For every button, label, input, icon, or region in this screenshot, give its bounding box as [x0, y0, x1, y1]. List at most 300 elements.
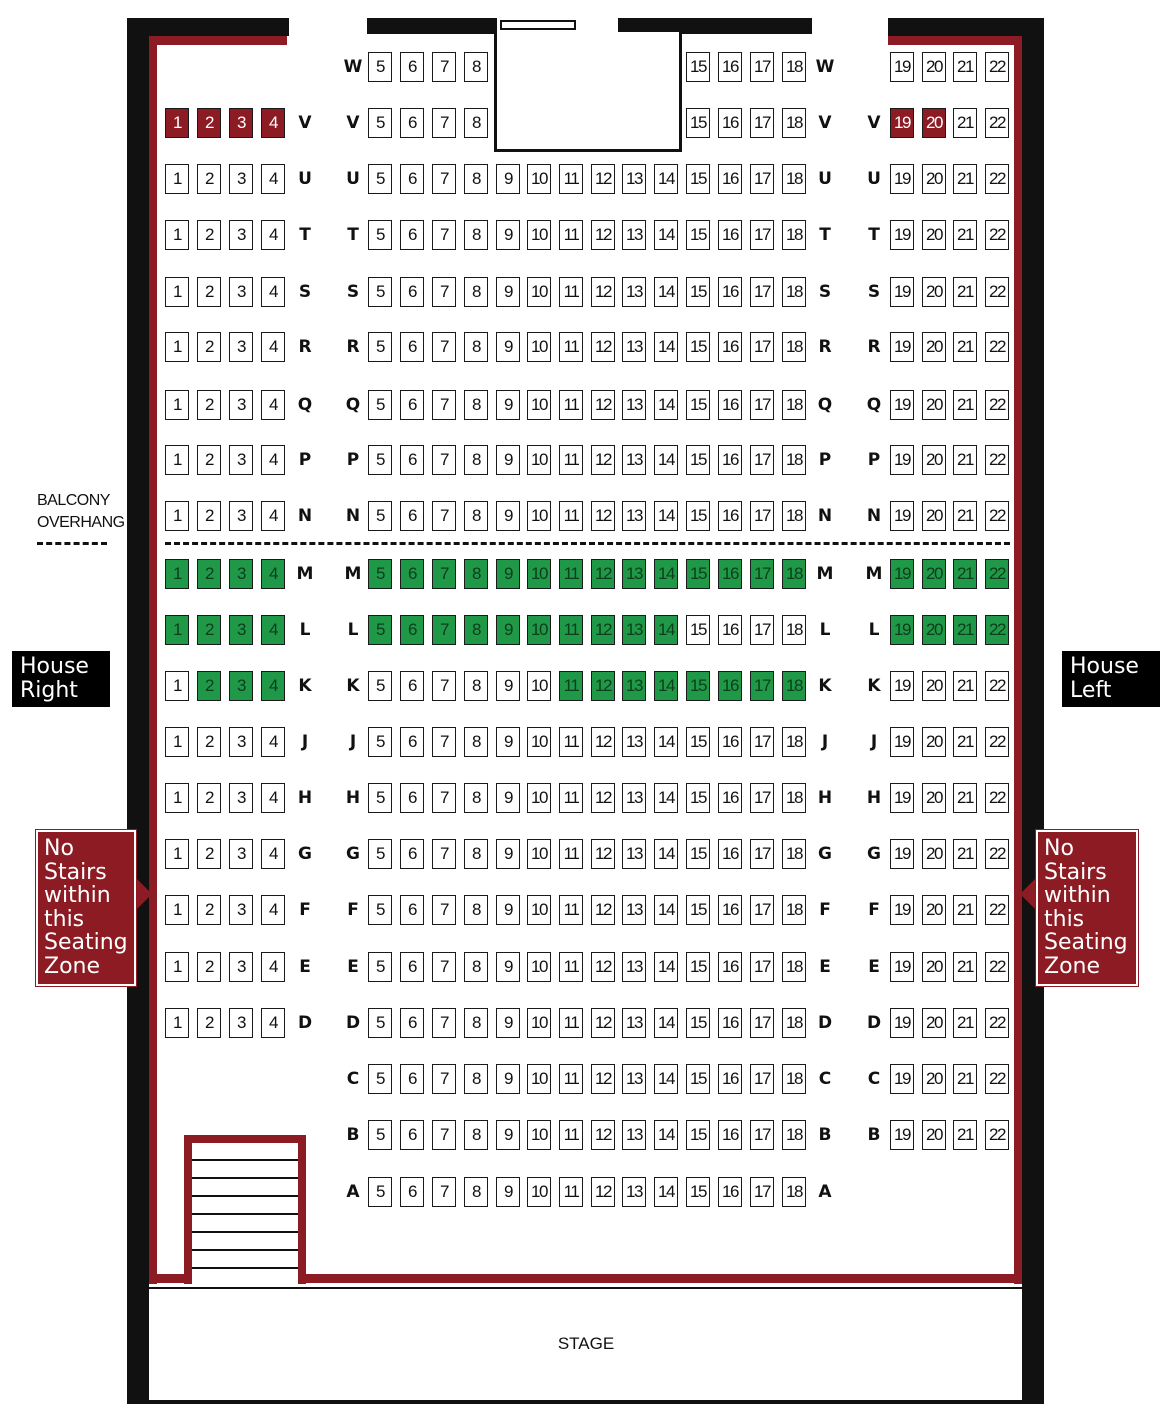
seat-G-2[interactable]: 2 [197, 839, 221, 869]
seat-R-10[interactable]: 10 [527, 332, 551, 362]
seat-U-7[interactable]: 7 [432, 164, 456, 194]
seat-K-9[interactable]: 9 [496, 671, 520, 701]
seat-S-4[interactable]: 4 [261, 277, 285, 307]
seat-N-19[interactable]: 19 [890, 501, 914, 531]
seat-K-3[interactable]: 3 [229, 671, 253, 701]
seat-D-18[interactable]: 18 [782, 1008, 806, 1038]
seat-K-6[interactable]: 6 [400, 671, 424, 701]
seat-K-15[interactable]: 15 [686, 671, 710, 701]
seat-A-15[interactable]: 15 [686, 1177, 710, 1207]
seat-K-19[interactable]: 19 [890, 671, 914, 701]
seat-T-4[interactable]: 4 [261, 220, 285, 250]
seat-A-18[interactable]: 18 [782, 1177, 806, 1207]
seat-N-18[interactable]: 18 [782, 501, 806, 531]
seat-U-5[interactable]: 5 [368, 164, 392, 194]
seat-D-21[interactable]: 21 [953, 1008, 977, 1038]
seat-V-18[interactable]: 18 [782, 108, 806, 138]
seat-P-1[interactable]: 1 [165, 445, 189, 475]
seat-Q-13[interactable]: 13 [622, 390, 646, 420]
seat-Q-5[interactable]: 5 [368, 390, 392, 420]
seat-E-17[interactable]: 17 [750, 952, 774, 982]
seat-N-2[interactable]: 2 [197, 501, 221, 531]
seat-T-20[interactable]: 20 [922, 220, 946, 250]
seat-D-19[interactable]: 19 [890, 1008, 914, 1038]
seat-P-16[interactable]: 16 [718, 445, 742, 475]
seat-D-15[interactable]: 15 [686, 1008, 710, 1038]
seat-V-21[interactable]: 21 [953, 108, 977, 138]
seat-R-20[interactable]: 20 [922, 332, 946, 362]
seat-J-1[interactable]: 1 [165, 727, 189, 757]
seat-P-10[interactable]: 10 [527, 445, 551, 475]
seat-N-3[interactable]: 3 [229, 501, 253, 531]
seat-R-19[interactable]: 19 [890, 332, 914, 362]
seat-T-13[interactable]: 13 [622, 220, 646, 250]
seat-L-10[interactable]: 10 [527, 615, 551, 645]
seat-D-9[interactable]: 9 [496, 1008, 520, 1038]
seat-J-6[interactable]: 6 [400, 727, 424, 757]
seat-A-13[interactable]: 13 [622, 1177, 646, 1207]
seat-Q-15[interactable]: 15 [686, 390, 710, 420]
seat-L-17[interactable]: 17 [750, 615, 774, 645]
seat-W-16[interactable]: 16 [718, 52, 742, 82]
seat-V-22[interactable]: 22 [985, 108, 1009, 138]
seat-U-3[interactable]: 3 [229, 164, 253, 194]
seat-N-11[interactable]: 11 [559, 501, 583, 531]
seat-L-3[interactable]: 3 [229, 615, 253, 645]
seat-E-18[interactable]: 18 [782, 952, 806, 982]
seat-B-18[interactable]: 18 [782, 1120, 806, 1150]
seat-Q-2[interactable]: 2 [197, 390, 221, 420]
seat-L-20[interactable]: 20 [922, 615, 946, 645]
seat-M-1[interactable]: 1 [165, 559, 189, 589]
seat-D-4[interactable]: 4 [261, 1008, 285, 1038]
seat-S-20[interactable]: 20 [922, 277, 946, 307]
seat-M-15[interactable]: 15 [686, 559, 710, 589]
seat-F-20[interactable]: 20 [922, 895, 946, 925]
seat-F-3[interactable]: 3 [229, 895, 253, 925]
seat-T-6[interactable]: 6 [400, 220, 424, 250]
seat-D-10[interactable]: 10 [527, 1008, 551, 1038]
seat-C-15[interactable]: 15 [686, 1064, 710, 1094]
seat-V-6[interactable]: 6 [400, 108, 424, 138]
seat-C-20[interactable]: 20 [922, 1064, 946, 1094]
seat-E-1[interactable]: 1 [165, 952, 189, 982]
seat-P-6[interactable]: 6 [400, 445, 424, 475]
seat-B-11[interactable]: 11 [559, 1120, 583, 1150]
seat-U-12[interactable]: 12 [591, 164, 615, 194]
seat-H-22[interactable]: 22 [985, 783, 1009, 813]
seat-E-20[interactable]: 20 [922, 952, 946, 982]
seat-P-2[interactable]: 2 [197, 445, 221, 475]
seat-P-3[interactable]: 3 [229, 445, 253, 475]
seat-V-8[interactable]: 8 [464, 108, 488, 138]
seat-M-21[interactable]: 21 [953, 559, 977, 589]
seat-M-13[interactable]: 13 [622, 559, 646, 589]
seat-K-2[interactable]: 2 [197, 671, 221, 701]
seat-J-12[interactable]: 12 [591, 727, 615, 757]
seat-F-10[interactable]: 10 [527, 895, 551, 925]
seat-T-5[interactable]: 5 [368, 220, 392, 250]
seat-G-9[interactable]: 9 [496, 839, 520, 869]
seat-S-3[interactable]: 3 [229, 277, 253, 307]
seat-C-12[interactable]: 12 [591, 1064, 615, 1094]
seat-F-11[interactable]: 11 [559, 895, 583, 925]
seat-H-9[interactable]: 9 [496, 783, 520, 813]
seat-Q-8[interactable]: 8 [464, 390, 488, 420]
seat-J-10[interactable]: 10 [527, 727, 551, 757]
seat-V-17[interactable]: 17 [750, 108, 774, 138]
seat-N-22[interactable]: 22 [985, 501, 1009, 531]
seat-J-20[interactable]: 20 [922, 727, 946, 757]
seat-H-5[interactable]: 5 [368, 783, 392, 813]
seat-T-9[interactable]: 9 [496, 220, 520, 250]
seat-B-20[interactable]: 20 [922, 1120, 946, 1150]
seat-L-2[interactable]: 2 [197, 615, 221, 645]
seat-K-18[interactable]: 18 [782, 671, 806, 701]
seat-K-4[interactable]: 4 [261, 671, 285, 701]
seat-N-8[interactable]: 8 [464, 501, 488, 531]
seat-L-5[interactable]: 5 [368, 615, 392, 645]
seat-M-22[interactable]: 22 [985, 559, 1009, 589]
seat-B-5[interactable]: 5 [368, 1120, 392, 1150]
seat-U-17[interactable]: 17 [750, 164, 774, 194]
seat-B-22[interactable]: 22 [985, 1120, 1009, 1150]
seat-E-6[interactable]: 6 [400, 952, 424, 982]
seat-V-3[interactable]: 3 [229, 108, 253, 138]
seat-G-1[interactable]: 1 [165, 839, 189, 869]
seat-Q-4[interactable]: 4 [261, 390, 285, 420]
seat-E-5[interactable]: 5 [368, 952, 392, 982]
seat-P-22[interactable]: 22 [985, 445, 1009, 475]
seat-W-18[interactable]: 18 [782, 52, 806, 82]
seat-L-7[interactable]: 7 [432, 615, 456, 645]
seat-T-11[interactable]: 11 [559, 220, 583, 250]
seat-N-13[interactable]: 13 [622, 501, 646, 531]
seat-K-16[interactable]: 16 [718, 671, 742, 701]
seat-G-4[interactable]: 4 [261, 839, 285, 869]
seat-M-2[interactable]: 2 [197, 559, 221, 589]
seat-M-7[interactable]: 7 [432, 559, 456, 589]
seat-G-13[interactable]: 13 [622, 839, 646, 869]
seat-V-1[interactable]: 1 [165, 108, 189, 138]
seat-T-3[interactable]: 3 [229, 220, 253, 250]
seat-E-19[interactable]: 19 [890, 952, 914, 982]
seat-G-12[interactable]: 12 [591, 839, 615, 869]
seat-F-13[interactable]: 13 [622, 895, 646, 925]
seat-F-9[interactable]: 9 [496, 895, 520, 925]
seat-F-6[interactable]: 6 [400, 895, 424, 925]
seat-C-6[interactable]: 6 [400, 1064, 424, 1094]
seat-L-1[interactable]: 1 [165, 615, 189, 645]
seat-R-12[interactable]: 12 [591, 332, 615, 362]
seat-M-5[interactable]: 5 [368, 559, 392, 589]
seat-S-15[interactable]: 15 [686, 277, 710, 307]
seat-D-16[interactable]: 16 [718, 1008, 742, 1038]
seat-S-16[interactable]: 16 [718, 277, 742, 307]
seat-F-19[interactable]: 19 [890, 895, 914, 925]
seat-B-19[interactable]: 19 [890, 1120, 914, 1150]
seat-D-20[interactable]: 20 [922, 1008, 946, 1038]
seat-P-4[interactable]: 4 [261, 445, 285, 475]
seat-K-12[interactable]: 12 [591, 671, 615, 701]
seat-C-8[interactable]: 8 [464, 1064, 488, 1094]
seat-E-8[interactable]: 8 [464, 952, 488, 982]
seat-S-17[interactable]: 17 [750, 277, 774, 307]
seat-M-20[interactable]: 20 [922, 559, 946, 589]
seat-D-6[interactable]: 6 [400, 1008, 424, 1038]
seat-R-22[interactable]: 22 [985, 332, 1009, 362]
seat-B-14[interactable]: 14 [654, 1120, 678, 1150]
seat-H-8[interactable]: 8 [464, 783, 488, 813]
seat-C-17[interactable]: 17 [750, 1064, 774, 1094]
seat-G-15[interactable]: 15 [686, 839, 710, 869]
seat-T-10[interactable]: 10 [527, 220, 551, 250]
seat-Q-19[interactable]: 19 [890, 390, 914, 420]
seat-E-22[interactable]: 22 [985, 952, 1009, 982]
seat-F-1[interactable]: 1 [165, 895, 189, 925]
seat-S-21[interactable]: 21 [953, 277, 977, 307]
seat-L-15[interactable]: 15 [686, 615, 710, 645]
seat-J-2[interactable]: 2 [197, 727, 221, 757]
seat-J-8[interactable]: 8 [464, 727, 488, 757]
seat-R-8[interactable]: 8 [464, 332, 488, 362]
seat-Q-18[interactable]: 18 [782, 390, 806, 420]
seat-N-14[interactable]: 14 [654, 501, 678, 531]
seat-H-4[interactable]: 4 [261, 783, 285, 813]
seat-J-14[interactable]: 14 [654, 727, 678, 757]
seat-K-17[interactable]: 17 [750, 671, 774, 701]
seat-J-17[interactable]: 17 [750, 727, 774, 757]
seat-V-7[interactable]: 7 [432, 108, 456, 138]
seat-J-18[interactable]: 18 [782, 727, 806, 757]
seat-Q-1[interactable]: 1 [165, 390, 189, 420]
seat-P-8[interactable]: 8 [464, 445, 488, 475]
seat-M-12[interactable]: 12 [591, 559, 615, 589]
seat-T-19[interactable]: 19 [890, 220, 914, 250]
seat-E-15[interactable]: 15 [686, 952, 710, 982]
seat-B-13[interactable]: 13 [622, 1120, 646, 1150]
seat-S-14[interactable]: 14 [654, 277, 678, 307]
seat-H-6[interactable]: 6 [400, 783, 424, 813]
seat-R-17[interactable]: 17 [750, 332, 774, 362]
seat-U-10[interactable]: 10 [527, 164, 551, 194]
seat-U-18[interactable]: 18 [782, 164, 806, 194]
seat-H-12[interactable]: 12 [591, 783, 615, 813]
seat-R-18[interactable]: 18 [782, 332, 806, 362]
seat-S-5[interactable]: 5 [368, 277, 392, 307]
seat-Q-11[interactable]: 11 [559, 390, 583, 420]
seat-S-9[interactable]: 9 [496, 277, 520, 307]
seat-F-14[interactable]: 14 [654, 895, 678, 925]
seat-S-10[interactable]: 10 [527, 277, 551, 307]
seat-J-16[interactable]: 16 [718, 727, 742, 757]
seat-E-4[interactable]: 4 [261, 952, 285, 982]
seat-V-15[interactable]: 15 [686, 108, 710, 138]
seat-M-6[interactable]: 6 [400, 559, 424, 589]
seat-K-8[interactable]: 8 [464, 671, 488, 701]
seat-Q-7[interactable]: 7 [432, 390, 456, 420]
seat-L-14[interactable]: 14 [654, 615, 678, 645]
seat-J-13[interactable]: 13 [622, 727, 646, 757]
seat-G-6[interactable]: 6 [400, 839, 424, 869]
seat-M-11[interactable]: 11 [559, 559, 583, 589]
seat-R-4[interactable]: 4 [261, 332, 285, 362]
seat-H-19[interactable]: 19 [890, 783, 914, 813]
seat-A-17[interactable]: 17 [750, 1177, 774, 1207]
seat-P-17[interactable]: 17 [750, 445, 774, 475]
seat-N-16[interactable]: 16 [718, 501, 742, 531]
seat-B-8[interactable]: 8 [464, 1120, 488, 1150]
seat-G-8[interactable]: 8 [464, 839, 488, 869]
seat-V-4[interactable]: 4 [261, 108, 285, 138]
seat-Q-16[interactable]: 16 [718, 390, 742, 420]
seat-P-15[interactable]: 15 [686, 445, 710, 475]
seat-L-11[interactable]: 11 [559, 615, 583, 645]
seat-F-12[interactable]: 12 [591, 895, 615, 925]
seat-Q-17[interactable]: 17 [750, 390, 774, 420]
seat-D-22[interactable]: 22 [985, 1008, 1009, 1038]
seat-M-14[interactable]: 14 [654, 559, 678, 589]
seat-A-11[interactable]: 11 [559, 1177, 583, 1207]
seat-Q-10[interactable]: 10 [527, 390, 551, 420]
seat-M-8[interactable]: 8 [464, 559, 488, 589]
seat-C-19[interactable]: 19 [890, 1064, 914, 1094]
seat-F-2[interactable]: 2 [197, 895, 221, 925]
seat-G-10[interactable]: 10 [527, 839, 551, 869]
seat-G-3[interactable]: 3 [229, 839, 253, 869]
seat-C-14[interactable]: 14 [654, 1064, 678, 1094]
seat-U-11[interactable]: 11 [559, 164, 583, 194]
seat-T-2[interactable]: 2 [197, 220, 221, 250]
seat-C-11[interactable]: 11 [559, 1064, 583, 1094]
seat-N-9[interactable]: 9 [496, 501, 520, 531]
seat-R-11[interactable]: 11 [559, 332, 583, 362]
seat-J-7[interactable]: 7 [432, 727, 456, 757]
seat-C-10[interactable]: 10 [527, 1064, 551, 1094]
seat-F-7[interactable]: 7 [432, 895, 456, 925]
seat-P-12[interactable]: 12 [591, 445, 615, 475]
seat-K-11[interactable]: 11 [559, 671, 583, 701]
seat-M-3[interactable]: 3 [229, 559, 253, 589]
seat-E-16[interactable]: 16 [718, 952, 742, 982]
seat-S-7[interactable]: 7 [432, 277, 456, 307]
seat-H-16[interactable]: 16 [718, 783, 742, 813]
seat-U-1[interactable]: 1 [165, 164, 189, 194]
seat-K-22[interactable]: 22 [985, 671, 1009, 701]
seat-L-18[interactable]: 18 [782, 615, 806, 645]
seat-S-19[interactable]: 19 [890, 277, 914, 307]
seat-B-6[interactable]: 6 [400, 1120, 424, 1150]
seat-J-19[interactable]: 19 [890, 727, 914, 757]
seat-U-13[interactable]: 13 [622, 164, 646, 194]
seat-P-11[interactable]: 11 [559, 445, 583, 475]
seat-P-7[interactable]: 7 [432, 445, 456, 475]
seat-C-21[interactable]: 21 [953, 1064, 977, 1094]
seat-T-15[interactable]: 15 [686, 220, 710, 250]
seat-E-9[interactable]: 9 [496, 952, 520, 982]
seat-Q-9[interactable]: 9 [496, 390, 520, 420]
seat-C-18[interactable]: 18 [782, 1064, 806, 1094]
seat-A-9[interactable]: 9 [496, 1177, 520, 1207]
seat-Q-21[interactable]: 21 [953, 390, 977, 420]
seat-U-9[interactable]: 9 [496, 164, 520, 194]
seat-G-22[interactable]: 22 [985, 839, 1009, 869]
seat-E-10[interactable]: 10 [527, 952, 551, 982]
seat-L-9[interactable]: 9 [496, 615, 520, 645]
seat-Q-14[interactable]: 14 [654, 390, 678, 420]
seat-S-22[interactable]: 22 [985, 277, 1009, 307]
seat-Q-12[interactable]: 12 [591, 390, 615, 420]
seat-K-10[interactable]: 10 [527, 671, 551, 701]
seat-D-8[interactable]: 8 [464, 1008, 488, 1038]
seat-V-16[interactable]: 16 [718, 108, 742, 138]
seat-G-21[interactable]: 21 [953, 839, 977, 869]
seat-J-15[interactable]: 15 [686, 727, 710, 757]
seat-B-17[interactable]: 17 [750, 1120, 774, 1150]
seat-R-16[interactable]: 16 [718, 332, 742, 362]
seat-U-21[interactable]: 21 [953, 164, 977, 194]
seat-P-9[interactable]: 9 [496, 445, 520, 475]
seat-N-17[interactable]: 17 [750, 501, 774, 531]
seat-M-18[interactable]: 18 [782, 559, 806, 589]
seat-S-6[interactable]: 6 [400, 277, 424, 307]
seat-B-16[interactable]: 16 [718, 1120, 742, 1150]
seat-Q-3[interactable]: 3 [229, 390, 253, 420]
seat-F-18[interactable]: 18 [782, 895, 806, 925]
seat-V-19[interactable]: 19 [890, 108, 914, 138]
seat-W-6[interactable]: 6 [400, 52, 424, 82]
seat-F-22[interactable]: 22 [985, 895, 1009, 925]
seat-R-13[interactable]: 13 [622, 332, 646, 362]
seat-L-4[interactable]: 4 [261, 615, 285, 645]
seat-J-22[interactable]: 22 [985, 727, 1009, 757]
seat-P-14[interactable]: 14 [654, 445, 678, 475]
seat-L-8[interactable]: 8 [464, 615, 488, 645]
seat-N-6[interactable]: 6 [400, 501, 424, 531]
seat-A-7[interactable]: 7 [432, 1177, 456, 1207]
seat-H-18[interactable]: 18 [782, 783, 806, 813]
seat-W-22[interactable]: 22 [985, 52, 1009, 82]
seat-T-12[interactable]: 12 [591, 220, 615, 250]
seat-M-16[interactable]: 16 [718, 559, 742, 589]
seat-D-3[interactable]: 3 [229, 1008, 253, 1038]
seat-G-7[interactable]: 7 [432, 839, 456, 869]
seat-E-14[interactable]: 14 [654, 952, 678, 982]
seat-R-1[interactable]: 1 [165, 332, 189, 362]
seat-V-5[interactable]: 5 [368, 108, 392, 138]
seat-G-19[interactable]: 19 [890, 839, 914, 869]
seat-P-5[interactable]: 5 [368, 445, 392, 475]
seat-J-9[interactable]: 9 [496, 727, 520, 757]
seat-H-2[interactable]: 2 [197, 783, 221, 813]
seat-K-5[interactable]: 5 [368, 671, 392, 701]
seat-H-13[interactable]: 13 [622, 783, 646, 813]
seat-M-9[interactable]: 9 [496, 559, 520, 589]
seat-G-5[interactable]: 5 [368, 839, 392, 869]
seat-D-2[interactable]: 2 [197, 1008, 221, 1038]
seat-J-11[interactable]: 11 [559, 727, 583, 757]
seat-H-21[interactable]: 21 [953, 783, 977, 813]
seat-A-8[interactable]: 8 [464, 1177, 488, 1207]
seat-U-4[interactable]: 4 [261, 164, 285, 194]
seat-F-4[interactable]: 4 [261, 895, 285, 925]
seat-A-12[interactable]: 12 [591, 1177, 615, 1207]
seat-U-19[interactable]: 19 [890, 164, 914, 194]
seat-E-7[interactable]: 7 [432, 952, 456, 982]
seat-E-21[interactable]: 21 [953, 952, 977, 982]
seat-G-20[interactable]: 20 [922, 839, 946, 869]
seat-D-14[interactable]: 14 [654, 1008, 678, 1038]
